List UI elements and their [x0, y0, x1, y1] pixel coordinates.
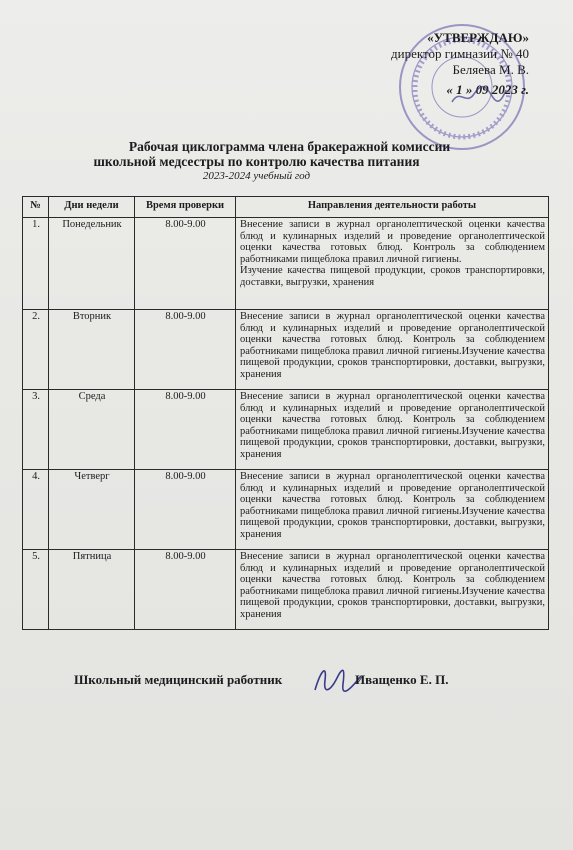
row-time: 8.00-9.00	[135, 550, 236, 630]
table-row	[23, 310, 549, 390]
footer-position: Школьный медицинский работник	[74, 672, 283, 687]
row-time: 8.00-9.00	[135, 310, 236, 390]
table-header-row	[23, 197, 549, 218]
row-direction: Внесение записи в журнал органолептической оценки качества блюд и кулинарных изделий и проведение органолептической оценки качества готовых блюд. Контроль за соблюдением работниками пищеблока правил личной гигиены.Изучение качества пищевой продукции, сроков транспортировки, доставки, выгрузки, хранения	[236, 550, 549, 630]
footer-name: Иващенко Е. П.	[355, 672, 449, 687]
row-day: Понедельник	[49, 218, 135, 310]
col-header-number: №	[23, 197, 49, 218]
row-time: 8.00-9.00	[135, 470, 236, 550]
row-number: 4.	[23, 470, 49, 550]
title-year: 2023-2024 учебный год	[202, 170, 311, 182]
col-header-day: Дни недели	[49, 197, 135, 218]
table-row	[23, 390, 549, 470]
title-line-1: Рабочая циклограмма члена бракеражной комиссии	[128, 139, 451, 154]
table-row	[23, 218, 549, 310]
approve-name: Беляева М. В.	[452, 62, 529, 77]
table-row	[23, 550, 549, 630]
director-signature-icon	[448, 82, 508, 110]
approve-position: директор гимназии № 40	[391, 46, 529, 61]
row-day: Вторник	[49, 310, 135, 390]
document-title	[0, 139, 573, 183]
approve-heading: «УТВЕРЖДАЮ»	[427, 30, 529, 45]
row-direction	[236, 218, 549, 310]
title-line-2: школьной медсестры по контролю качества питания	[93, 154, 420, 169]
table-row	[23, 470, 549, 550]
row-direction: Внесение записи в журнал органолептической оценки качества блюд и кулинарных изделий и проведение органолептической оценки качества готовых блюд. Контроль за соблюдением работниками пищеблока правил личной гигиены.Изучение качества пищевой продукции, сроков транспортировки, доставки, выгрузки, хранения	[236, 310, 549, 390]
row-day: Четверг	[49, 470, 135, 550]
row-number: 2.	[23, 310, 49, 390]
row-number: 1.	[23, 218, 49, 310]
approve-date: « 1 » 09 2023 г.	[446, 82, 529, 97]
row-number: 3.	[23, 390, 49, 470]
row-day: Среда	[49, 390, 135, 470]
row-direction: Внесение записи в журнал органолептической оценки качества блюд и кулинарных изделий и проведение органолептической оценки качества готовых блюд. Контроль за соблюдением работниками пищеблока правил личной гигиены.Изучение качества пищевой продукции, сроков транспортировки, доставки, выгрузки, хранения	[236, 390, 549, 470]
row-direction: Внесение записи в журнал органолептической оценки качества блюд и кулинарных изделий и проведение органолептической оценки качества готовых блюд. Контроль за соблюдением работниками пищеблока правил личной гигиены.Изучение качества пищевой продукции, сроков транспортировки, доставки, выгрузки, хранения	[236, 470, 549, 550]
row-time: 8.00-9.00	[135, 390, 236, 470]
row-number: 5.	[23, 550, 49, 630]
schedule-table	[22, 196, 549, 630]
col-header-direction: Направления деятельности работы	[236, 197, 549, 218]
row-direction-text-extra: Изучение качества пищевой продукции, сроков транспортировки, доставки, выгрузки, хранения	[240, 265, 545, 288]
row-time: 8.00-9.00	[135, 218, 236, 310]
row-direction-text: Внесение записи в журнал органолептической оценки качества блюд и кулинарных изделий и проведение органолептической оценки качества готовых блюд. Контроль за соблюдением работниками пищеблока правил личной гигиены.	[240, 219, 545, 265]
row-day: Пятница	[49, 550, 135, 630]
col-header-time: Время проверки	[135, 197, 236, 218]
